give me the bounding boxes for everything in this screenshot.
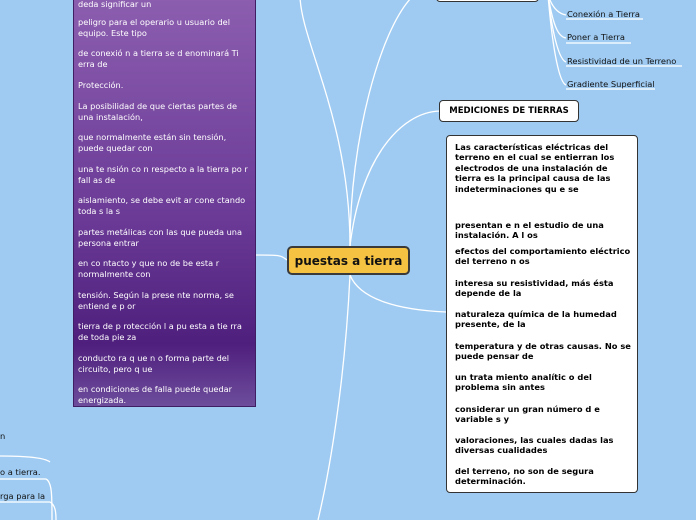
mediciones-topic[interactable]: MEDICIONES DE TIERRAS bbox=[439, 100, 579, 122]
left-fragment-1[interactable]: n bbox=[0, 431, 6, 441]
note-line: efectos del comportamiento eléctrico del terreno n os bbox=[455, 246, 631, 267]
note-line: naturaleza química de la humedad presente, de la bbox=[455, 309, 617, 330]
note-line: deda significar un bbox=[78, 0, 152, 9]
ground-protection-note[interactable] bbox=[73, 0, 256, 407]
note-line: en co ntacto y que no de be esta r normalmente con bbox=[78, 258, 220, 279]
note-line: tierra de p rotección l a pu esta a tie rra de toda pie za bbox=[78, 321, 242, 342]
note-line: del terreno, no son de segura determinación. bbox=[455, 466, 594, 487]
note-line: valoraciones, las cuales dadas las diversas cualidades bbox=[455, 435, 614, 456]
note-line: considerar un gran número d e variable s y bbox=[455, 404, 600, 425]
note-line: La posibilidad de que ciertas partes de una instalación, bbox=[78, 101, 238, 122]
left-fragment-3[interactable]: rga para la bbox=[0, 491, 46, 501]
note-line: un trata miento analític o del problema sin antes bbox=[455, 372, 592, 393]
note-line: Las características eléctricas del terreno en el cual se entierran los electrodos de una instalación de tierra es la principal causa de las indeterminaciones qu e se bbox=[455, 142, 615, 194]
mediciones-note[interactable] bbox=[446, 135, 638, 493]
note-line: de conexió n a tierra se d enominará Ti erra de bbox=[78, 48, 239, 69]
note-line: tensión. Según la prese nte norma, se entiend e p or bbox=[78, 290, 234, 311]
note-line: Protección. bbox=[78, 80, 124, 90]
central-topic[interactable]: puestas a tierra bbox=[287, 246, 410, 275]
subtopic-poner-a-tierra[interactable]: Poner a Tierra bbox=[567, 32, 625, 42]
left-fragment-2[interactable]: o a tierra. bbox=[0, 467, 41, 477]
note-line: presentan e n el estudio de una instalación. A l os bbox=[455, 220, 604, 241]
note-line: aislamiento, se debe evit ar cone ctando toda s la s bbox=[78, 195, 246, 216]
note-line: una te nsión co n respecto a la tierra po r fall as de bbox=[78, 164, 248, 185]
note-line: temperatura y de otras causas. No se puede pensar de bbox=[455, 341, 631, 362]
note-line: peligro para el operario u usuario del equipo. Este tipo bbox=[78, 17, 230, 38]
top-branch-node[interactable] bbox=[436, 0, 539, 2]
note-line: interesa su resistividad, más ésta depende de la bbox=[455, 278, 614, 299]
note-line: conducto ra q ue n o forma parte del circuito, pero q ue bbox=[78, 353, 230, 374]
subtopic-gradiente-superficial[interactable]: Gradiente Superficial bbox=[567, 79, 655, 89]
note-line: partes metálicas con las que pueda una persona entrar bbox=[78, 227, 242, 248]
note-line: en condiciones de falla puede quedar energizada. bbox=[78, 384, 233, 405]
subtopic-conexion-a-tierra[interactable]: Conexión a Tierra bbox=[567, 9, 640, 19]
subtopic-resistividad[interactable]: Resistividad de un Terreno bbox=[567, 56, 677, 66]
note-line: que normalmente están sin tensión, puede quedar con bbox=[78, 132, 227, 153]
